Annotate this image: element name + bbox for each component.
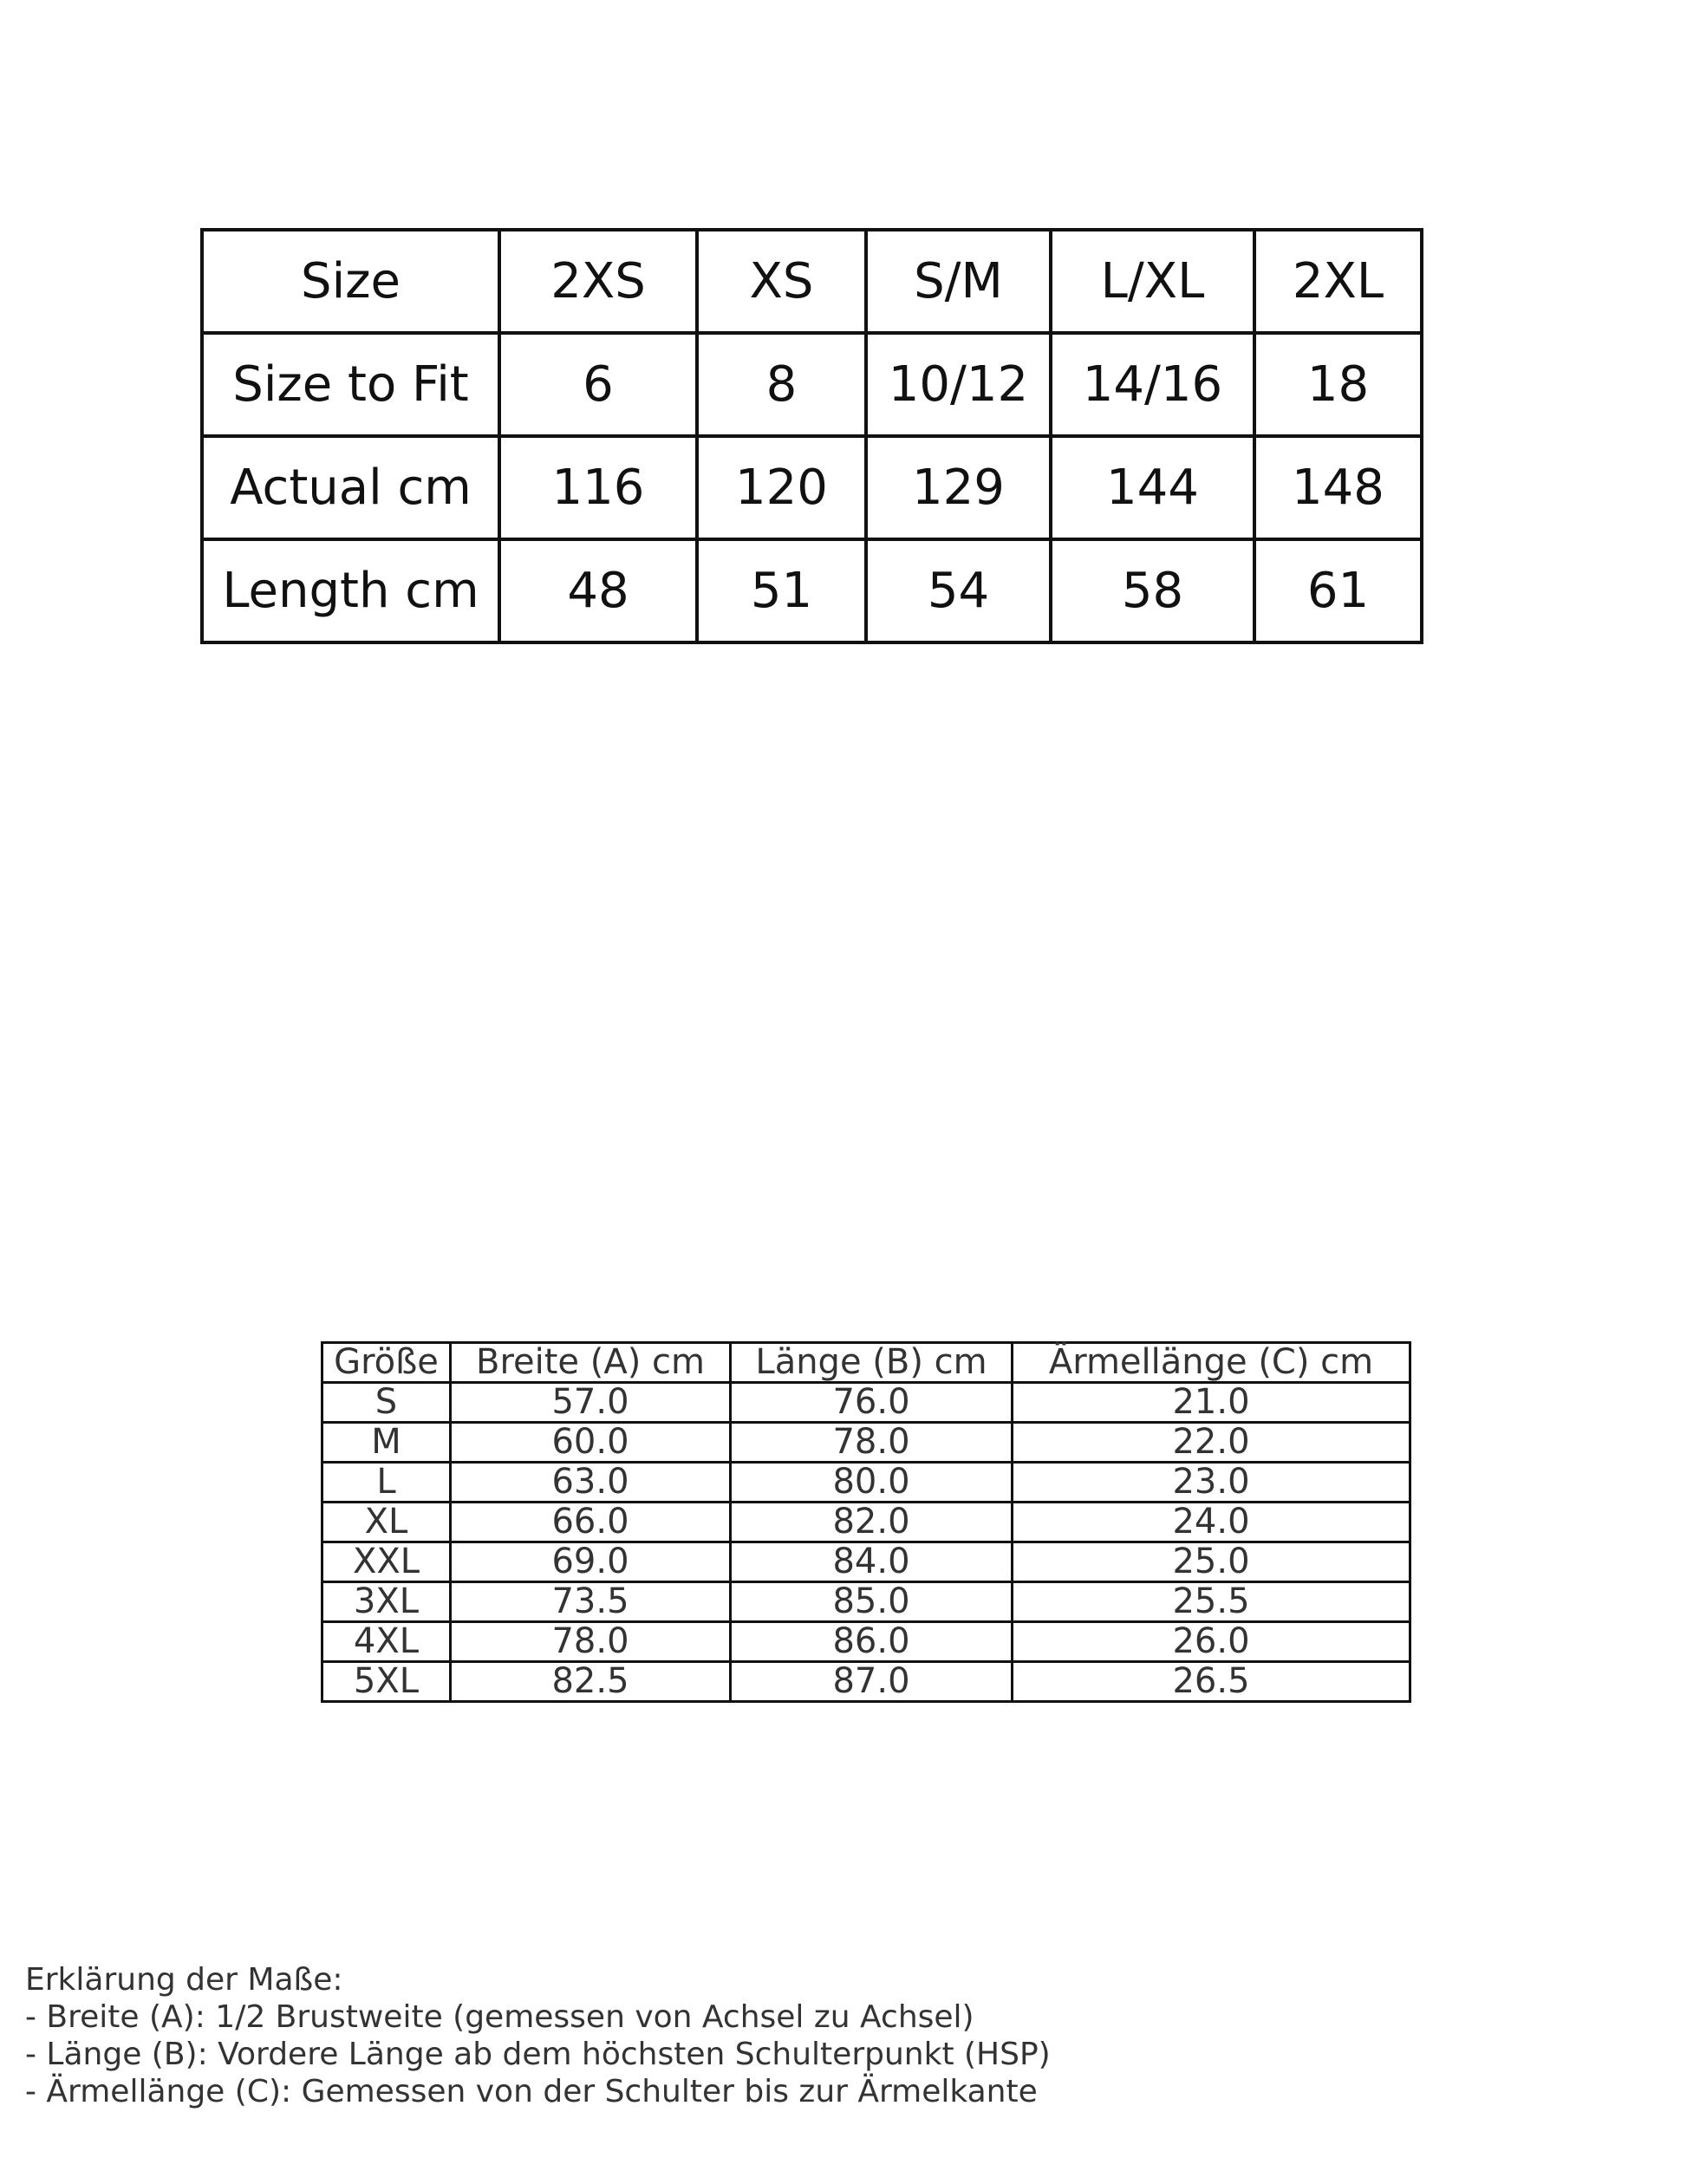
- table-cell: 3XL: [322, 1582, 451, 1622]
- table-row: [322, 1542, 1410, 1582]
- header-aermellaenge: Ärmellänge (C) cm: [1013, 1343, 1410, 1383]
- table-cell: 73.5: [451, 1582, 731, 1622]
- size-cell: 148: [1254, 436, 1422, 539]
- size-cell: 8: [697, 333, 866, 436]
- table-cell: XXL: [322, 1542, 451, 1582]
- notes-line-laenge: - Länge (B): Vordere Länge ab dem höchsten Schulterpunkt (HSP): [25, 2037, 1051, 2072]
- actual-cm-row: [202, 436, 1422, 539]
- size-cell: 58: [1051, 539, 1254, 642]
- size-cell: Length cm: [202, 539, 499, 642]
- size-cell: 10/12: [866, 333, 1051, 436]
- size-cell: Actual cm: [202, 436, 499, 539]
- table-cell: 26.5: [1013, 1662, 1410, 1702]
- table-cell: 86.0: [731, 1622, 1013, 1662]
- header-laenge: Länge (B) cm: [731, 1343, 1013, 1383]
- table-row: [322, 1662, 1410, 1702]
- size-cell: 116: [499, 436, 697, 539]
- table-cell: 26.0: [1013, 1622, 1410, 1662]
- table-row: [322, 1423, 1410, 1463]
- table-cell: L: [322, 1463, 451, 1503]
- size-cell: 6: [499, 333, 697, 436]
- size-cell: 2XS: [499, 230, 697, 333]
- table-cell: 25.5: [1013, 1582, 1410, 1622]
- size-chart-table: [200, 228, 1423, 644]
- size-cell: L/XL: [1051, 230, 1254, 333]
- notes-line-breite: - Breite (A): 1/2 Brustweite (gemessen von Achsel zu Achsel): [25, 1999, 974, 2035]
- table-cell: S: [322, 1383, 451, 1423]
- table-row: [322, 1503, 1410, 1542]
- size-cell: S/M: [866, 230, 1051, 333]
- table-cell: 24.0: [1013, 1503, 1410, 1542]
- table-cell: 25.0: [1013, 1542, 1410, 1582]
- size-to-fit-row: [202, 333, 1422, 436]
- table-cell: 78.0: [451, 1622, 731, 1662]
- size-cell: 120: [697, 436, 866, 539]
- table-row: [322, 1383, 1410, 1423]
- size-cell: 61: [1254, 539, 1422, 642]
- table-cell: 57.0: [451, 1383, 731, 1423]
- size-cell: Size to Fit: [202, 333, 499, 436]
- size-cell: 2XL: [1254, 230, 1422, 333]
- size-cell: XS: [697, 230, 866, 333]
- length-cm-row: [202, 539, 1422, 642]
- measurement-chart-table: [321, 1341, 1411, 1703]
- notes-title: Erklärung der Maße:: [25, 1962, 343, 1998]
- size-cell: 144: [1051, 436, 1254, 539]
- table-row: [322, 1582, 1410, 1622]
- header-groesse: Größe: [322, 1343, 451, 1383]
- size-cell: Size: [202, 230, 499, 333]
- table-cell: 82.5: [451, 1662, 731, 1702]
- size-cell: 18: [1254, 333, 1422, 436]
- size-cell: 51: [697, 539, 866, 642]
- table-cell: 69.0: [451, 1542, 731, 1582]
- size-cell: 129: [866, 436, 1051, 539]
- table-cell: 63.0: [451, 1463, 731, 1503]
- table-cell: 78.0: [731, 1423, 1013, 1463]
- table-cell: 66.0: [451, 1503, 731, 1542]
- table-cell: 21.0: [1013, 1383, 1410, 1423]
- table-cell: 85.0: [731, 1582, 1013, 1622]
- measurement-header-row: [322, 1343, 1410, 1383]
- table-cell: 4XL: [322, 1622, 451, 1662]
- size-cell: 48: [499, 539, 697, 642]
- table-cell: 5XL: [322, 1662, 451, 1702]
- size-cell: 14/16: [1051, 333, 1254, 436]
- table-cell: 22.0: [1013, 1423, 1410, 1463]
- table-cell: 84.0: [731, 1542, 1013, 1582]
- table-cell: 80.0: [731, 1463, 1013, 1503]
- table-row: [322, 1622, 1410, 1662]
- table-cell: 76.0: [731, 1383, 1013, 1423]
- notes-line-aermellaenge: - Ärmellänge (C): Gemessen von der Schulter bis zur Ärmelkante: [25, 2074, 1038, 2109]
- table-cell: XL: [322, 1503, 451, 1542]
- table-cell: 60.0: [451, 1423, 731, 1463]
- table-cell: 87.0: [731, 1662, 1013, 1702]
- size-cell: 54: [866, 539, 1051, 642]
- size-row: [202, 230, 1422, 333]
- table-cell: M: [322, 1423, 451, 1463]
- table-row: [322, 1463, 1410, 1503]
- table-cell: 23.0: [1013, 1463, 1410, 1503]
- table-cell: 82.0: [731, 1503, 1013, 1542]
- measurement-notes: [25, 1961, 1051, 2110]
- header-breite: Breite (A) cm: [451, 1343, 731, 1383]
